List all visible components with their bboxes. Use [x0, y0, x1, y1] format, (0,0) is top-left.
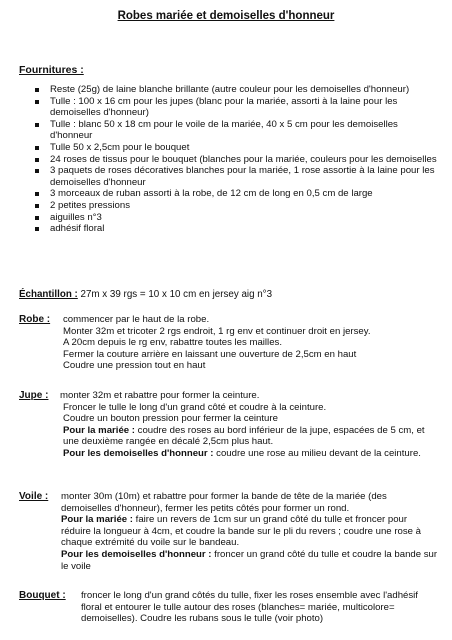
voile-demoiselles-paragraph	[61, 549, 439, 572]
voile-demoiselles-label: Pour les demoiselles d'honneur :	[61, 548, 212, 560]
fournitures-list	[35, 84, 440, 235]
voile-mariee-text: faire un revers de 1cm sur un grand côté du tulle et froncer pour réduire la longueur à 4cm, et coudre la bande sur le pli du revers ; coudre une rose à chaque extrémité du voile sur le bandeau.	[61, 514, 421, 549]
voile-first-paragraph: monter 30m (10m) et rabattre pour former la bande de tête de la mariée (des demoiselles d'honneur), fermer les petits côtés pour former un rond.	[61, 491, 387, 514]
jupe-section	[19, 390, 439, 478]
jupe-mariee-text: coudre des roses au bord inférieur de la jupe, espacées de 5 cm, et une deuxième rangée en décalé 2,5cm plus haut.	[63, 424, 425, 448]
robe-label: Robe :	[19, 314, 51, 325]
voile-mariee-paragraph	[61, 514, 439, 549]
jupe-label: Jupe :	[19, 390, 49, 401]
list-item: Tulle : 100 x 16 cm pour les jupes (blanc pour la mariée, assorti à la laine pour les demoiselles d'honneur)	[35, 96, 440, 119]
document-title: Robes mariée et demoiselles d'honneur	[117, 10, 335, 22]
bouquet-paragraph: froncer le long d'un grand côtés du tulle, fixer les roses ensemble avec l'adhésif floral et entourer le tulle autour des roses (blanches= mariée, multicolore= demoiselles). Coudre les rubans sous le tulle (voir photo)	[81, 590, 418, 625]
voile-mariee-label: Pour la mariée :	[61, 514, 133, 526]
list-item: 3 morceaux de ruban assorti à la robe, de 12 cm de long en 0,5 cm de large	[35, 188, 440, 200]
echantillon-label: Échantillon :	[19, 289, 78, 300]
voile-demoiselles-text: froncer un grand côté du tulle et coudre la bande sur le voile	[61, 548, 438, 572]
jupe-demoiselles-text: coudre une rose au milieu devant de la ceinture.	[216, 447, 421, 459]
echantillon-text: 27m x 39 rgs = 10 x 10 cm en jersey aig n°3	[80, 289, 273, 300]
jupe-mariee-paragraph	[63, 425, 439, 448]
jupe-mariee-label: Pour la mariée :	[63, 424, 135, 436]
bouquet-section	[19, 590, 439, 630]
echantillon-line	[19, 289, 439, 301]
list-item: Reste (25g) de laine blanche brillante (autre couleur pour les demoiselles d'honneur)	[35, 84, 440, 96]
list-item: adhésif floral	[35, 223, 440, 235]
list-item: 24 roses de tissus pour le bouquet (blanches pour la mariée, couleurs pour les demoiselles	[35, 154, 440, 166]
jupe-demoiselles-paragraph	[63, 448, 439, 460]
fournitures-heading: Fournitures :	[19, 64, 84, 76]
jupe-first-line: monter 32m et rabattre pour former la ceinture.	[60, 390, 260, 401]
voile-label: Voile :	[19, 491, 49, 502]
list-item: aiguilles n°3	[35, 212, 440, 224]
voile-section	[19, 491, 439, 581]
robe-line: Fermer la couture arrière en laissant une ouverture de 2,5cm en haut	[63, 348, 357, 360]
list-item: Tulle : blanc 50 x 18 cm pour le voile de la mariée, 40 x 5 cm pour les demoiselles d'honneur	[35, 119, 440, 142]
robe-line: Coudre une pression tout en haut	[63, 360, 206, 372]
bouquet-label: Bouquet :	[19, 590, 66, 601]
list-item: 2 petites pressions	[35, 200, 440, 212]
list-item: 3 paquets de roses décoratives blanches pour la mariée, 1 rose assortie à la laine pour les demoiselles d'honneur	[35, 165, 440, 188]
robe-first-line: commencer par le haut de la robe.	[63, 314, 210, 325]
robe-section	[19, 314, 439, 376]
jupe-demoiselles-label: Pour les demoiselles d'honneur :	[63, 447, 214, 459]
list-item: Tulle 50 x 2,5cm pour le bouquet	[35, 142, 440, 154]
robe-line: Monter 32m et tricoter 2 rgs endroit, 1 rg env et continuer droit en jersey.	[63, 325, 371, 337]
jupe-line: Froncer le tulle le long d'un grand côté et coudre à la ceinture.	[63, 401, 327, 413]
robe-line: A 20cm depuis le rg env, rabattre toutes les mailles.	[63, 337, 282, 349]
jupe-line: Coudre un bouton pression pour fermer la ceinture	[63, 413, 278, 425]
